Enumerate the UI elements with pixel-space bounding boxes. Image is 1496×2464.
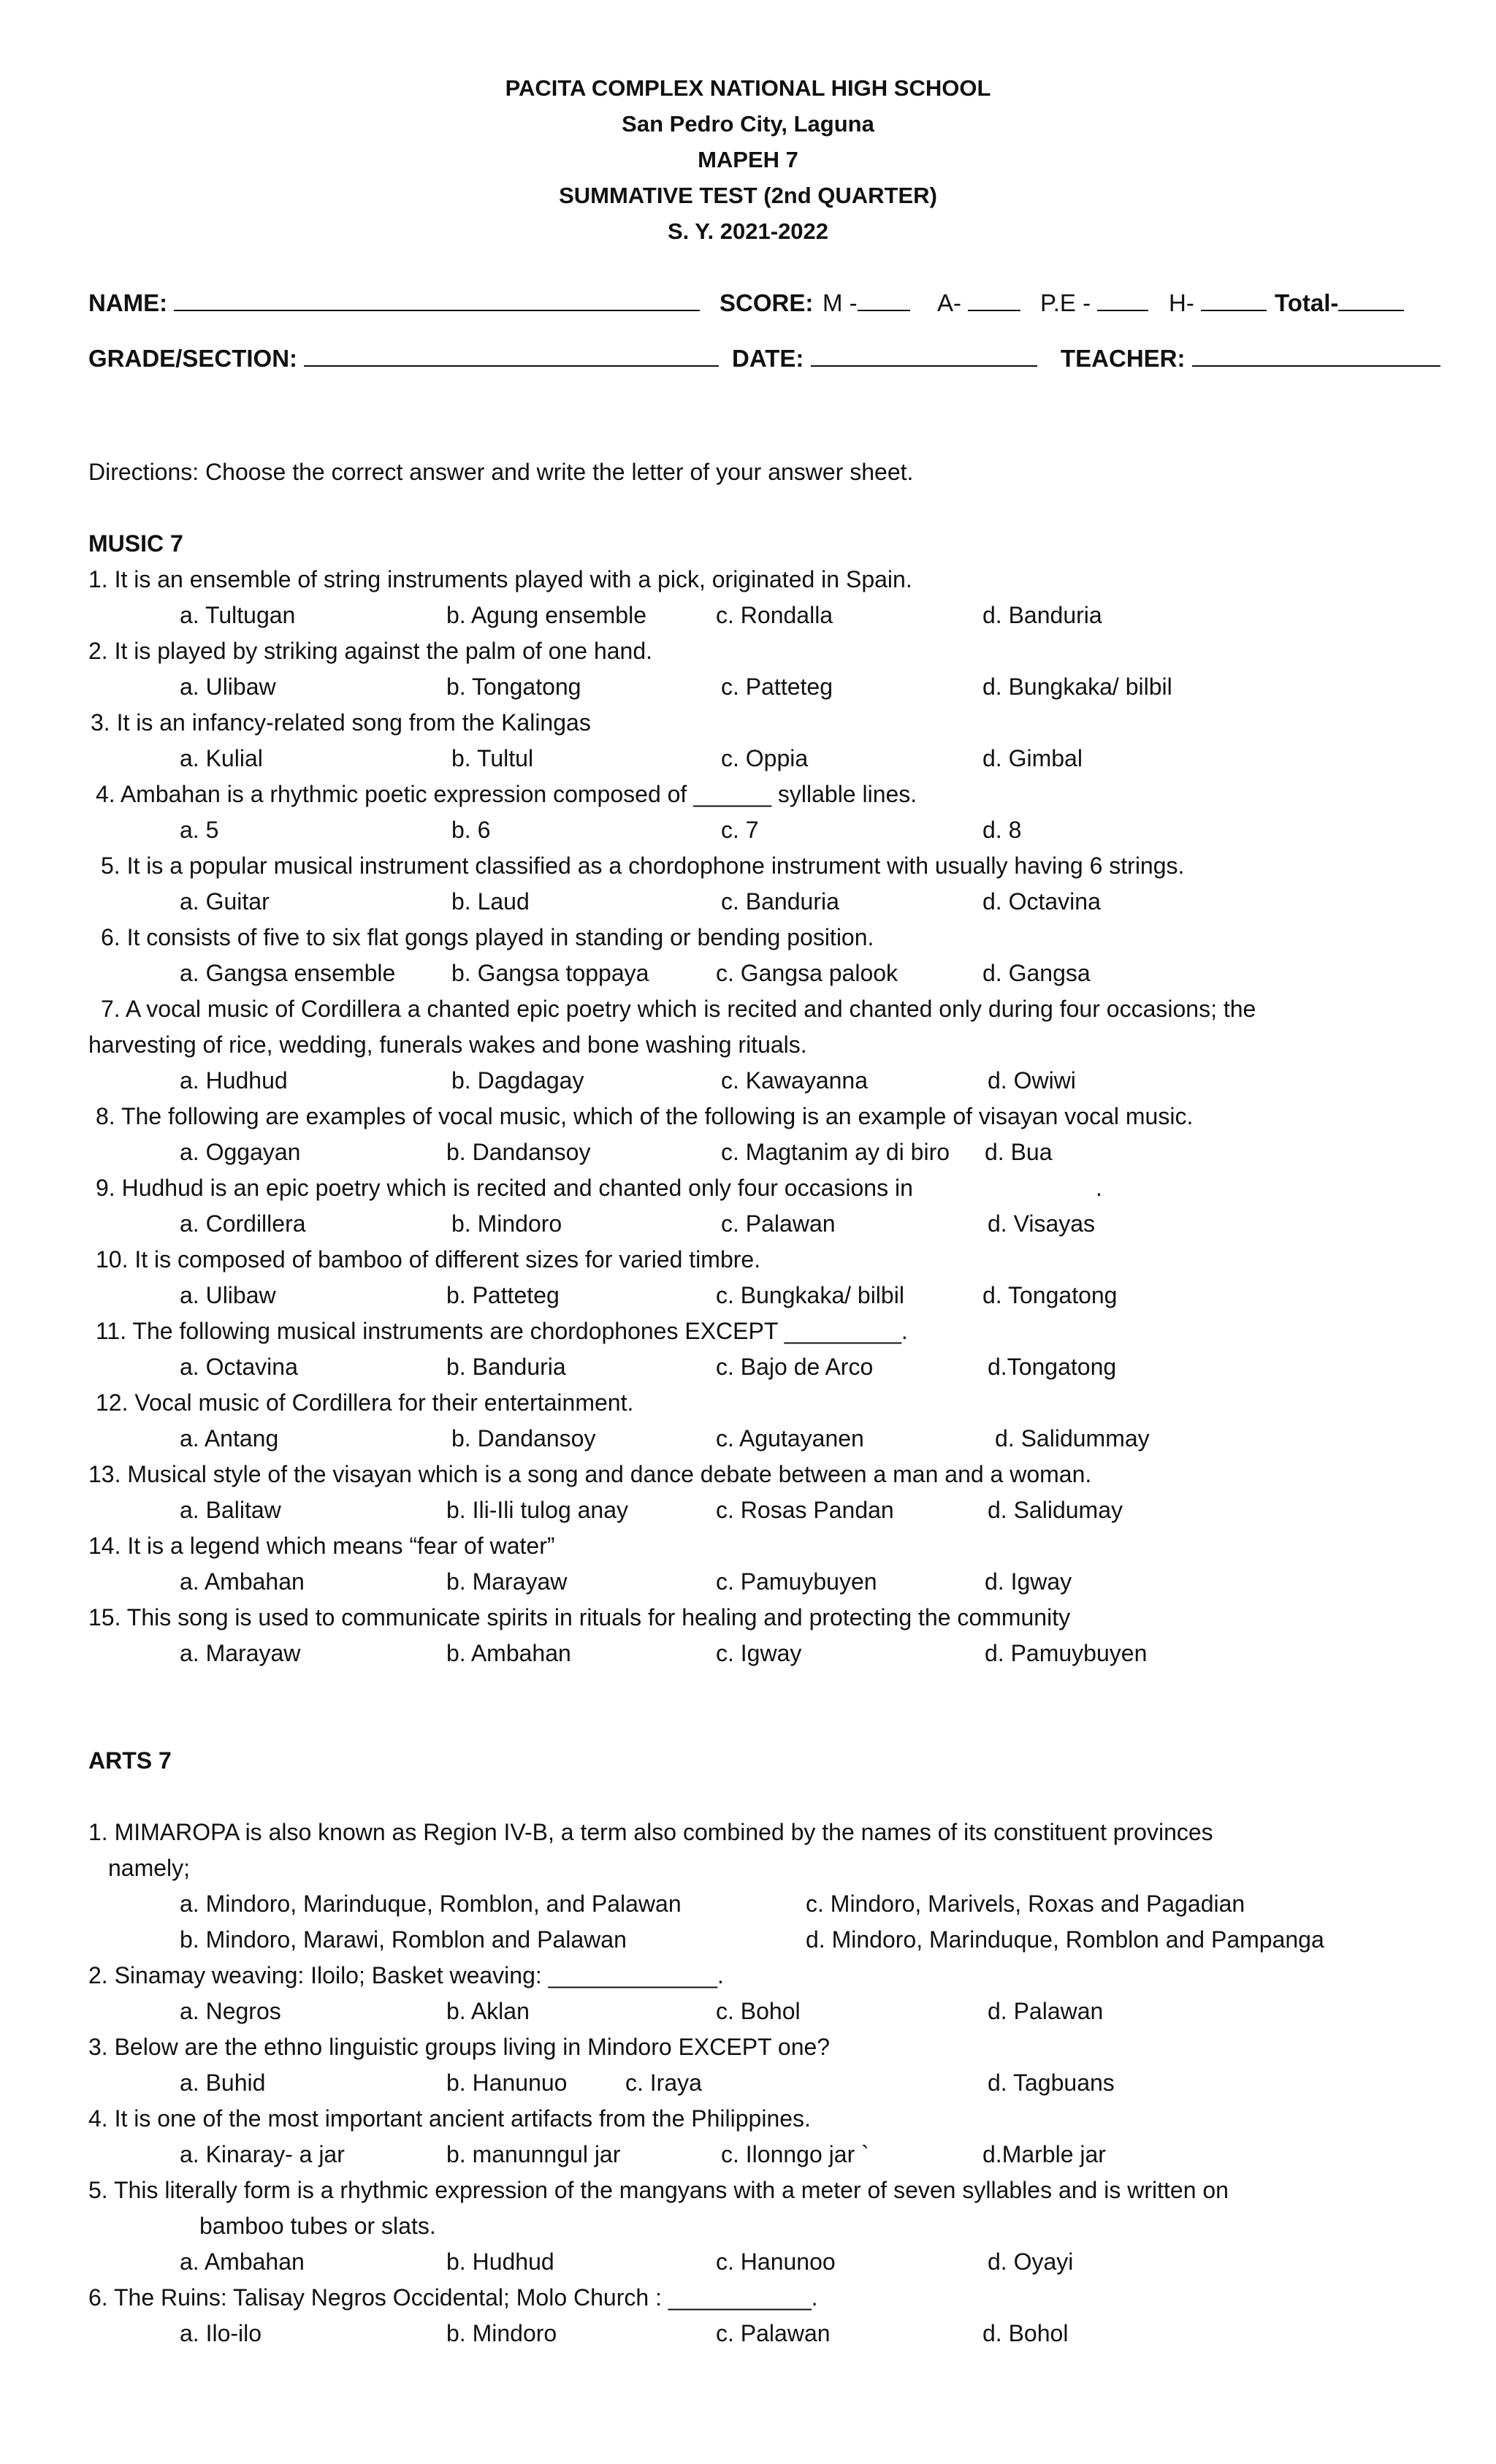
music-q8: 8. The following are examples of vocal music, which of the following is an example of visayan vocal music. (96, 1103, 1194, 1129)
grade-section-field[interactable] (88, 345, 719, 373)
music-q5-option-b: b. Laud (451, 888, 530, 915)
music-q5-option-c: c. Banduria (721, 888, 839, 915)
music-q15-option-b: b. Ambahan (446, 1640, 571, 1666)
date-field[interactable] (732, 345, 1037, 373)
a-label: A- (937, 289, 961, 316)
music-q4-option-a: a. 5 (180, 817, 219, 843)
arts-q4: 4. It is one of the most important ancient artifacts from the Philippines. (88, 2105, 811, 2132)
arts-q6: 6. The Ruins: Talisay Negros Occidental; Molo Church : ___________. (88, 2284, 818, 2311)
music-q11-option-a: a. Octavina (180, 1354, 298, 1380)
arts-q2-option-b: b. Aklan (446, 1998, 530, 2024)
music-q5-option-d: d. Octavina (982, 888, 1101, 915)
arts-section-title: ARTS 7 (88, 1747, 172, 1774)
music-q13-option-c: c. Rosas Pandan (716, 1497, 894, 1523)
music-q14-option-b: b. Marayaw (446, 1568, 568, 1595)
music-q15-option-c: c. Igway (716, 1640, 802, 1666)
music-q1-option-d: d. Banduria (982, 602, 1102, 628)
music-q6-option-a: a. Gangsa ensemble (180, 960, 396, 986)
music-q3-option-a: a. Kulial (180, 745, 263, 771)
arts-score-field[interactable] (937, 289, 1020, 317)
music-q7-option-c: c. Kawayanna (721, 1067, 869, 1094)
music-q5-option-a: a. Guitar (180, 888, 270, 915)
music-q12-option-a: a. Antang (180, 1425, 279, 1452)
music-q3-option-b: b. Tultul (451, 745, 534, 771)
arts-q5-option-a: a. Ambahan (180, 2249, 305, 2275)
music-q7-option-d: d. Owiwi (988, 1067, 1076, 1094)
arts-q1-option-c: c. Mindoro, Marivels, Roxas and Pagadian (806, 1891, 1245, 1917)
music-q7-option-a: a. Hudhud (180, 1067, 288, 1094)
arts-q4-option-a: a. Kinaray- a jar (180, 2141, 345, 2167)
music-q13-option-b: b. Ili-Ili tulog anay (446, 1497, 629, 1523)
music-q3-option-d: d. Gimbal (982, 745, 1083, 771)
music-q13-option-d: d. Salidumay (988, 1497, 1123, 1523)
music-q4-option-c: c. 7 (721, 817, 759, 843)
music-q11-option-b: b. Banduria (446, 1354, 566, 1380)
subject-title: MAPEH 7 (698, 147, 798, 172)
music-q10-option-b: b. Patteteg (446, 1282, 560, 1308)
music-q8-option-b: b. Dandansoy (446, 1139, 591, 1165)
music-q1-option-a: a. Tultugan (180, 602, 296, 628)
music-q1: 1. It is an ensemble of string instruments played with a pick, originated in Spain. (88, 566, 912, 592)
grade-blank[interactable] (304, 345, 719, 367)
music-q6-option-d: d. Gangsa (982, 960, 1091, 986)
music-q8-option-a: a. Oggayan (180, 1139, 301, 1165)
music-q1-option-c: c. Rondalla (716, 602, 833, 628)
music-q9-option-b: b. Mindoro (451, 1210, 562, 1237)
music-q2-option-c: c. Patteteg (721, 674, 833, 700)
music-q3: 3. It is an infancy-related song from the Kalingas (91, 709, 591, 736)
music-q3-option-c: c. Oppia (721, 745, 809, 771)
directions: Directions: Choose the correct answer and write the letter of your answer sheet. (88, 459, 914, 485)
music-q9-option-c: c. Palawan (721, 1210, 836, 1237)
arts-q5: 5. This literally form is a rhythmic expression of the mangyans with a meter of seven syllables and is written on (88, 2177, 1229, 2203)
music-q8-option-c: c. Magtanim ay di biro (721, 1139, 950, 1165)
music-q13: 13. Musical style of the visayan which is a song and dance debate between a man and a woman. (88, 1461, 1092, 1487)
music-q6-option-b: b. Gangsa toppaya (451, 960, 649, 986)
arts-q1-continued: namely; (108, 1855, 191, 1881)
arts-q3-option-a: a. Buhid (180, 2070, 266, 2096)
music-q1-option-b: b. Agung ensemble (446, 602, 646, 628)
pe-label: P.E - (1040, 289, 1091, 316)
music-q8-option-d: d. Bua (985, 1139, 1053, 1165)
total-score-field[interactable] (1275, 289, 1404, 317)
music-q6-option-c: c. Gangsa palook (716, 960, 898, 986)
arts-q6-option-c: c. Palawan (716, 2320, 831, 2346)
music-q2-option-a: a. Ulibaw (180, 674, 276, 700)
name-field[interactable] (88, 289, 700, 317)
h-label: H- (1169, 289, 1194, 316)
arts-q3-option-b: b. Hanunuo (446, 2070, 568, 2096)
music-q11-option-d: d.Tongatong (988, 1354, 1117, 1380)
music-q2-option-b: b. Tongatong (446, 674, 581, 700)
h-blank[interactable] (1201, 289, 1267, 311)
school-year: S. Y. 2021-2022 (667, 218, 829, 244)
music-q7-option-b: b. Dagdagay (451, 1067, 584, 1094)
music-q9-option-d: d. Visayas (988, 1210, 1096, 1237)
music-q2: 2. It is played by striking against the palm of one hand. (88, 638, 653, 664)
m-blank[interactable] (858, 289, 910, 311)
music-q15-option-a: a. Marayaw (180, 1640, 301, 1666)
music-q15: 15. This song is used to communicate spirits in rituals for healing and protecting the community (88, 1604, 1071, 1630)
music-q14-option-d: d. Igway (985, 1568, 1072, 1595)
music-q12-option-c: c. Agutayanen (716, 1425, 864, 1452)
school-city: San Pedro City, Laguna (622, 111, 874, 137)
total-label: Total- (1275, 289, 1339, 316)
music-q14-option-c: c. Pamuybuyen (716, 1568, 877, 1595)
music-q11: 11. The following musical instruments are chordophones EXCEPT _________. (96, 1318, 908, 1344)
health-score-field[interactable] (1169, 289, 1267, 317)
music-q7-continued: harvesting of rice, wedding, funerals wakes and bone washing rituals. (88, 1031, 807, 1058)
arts-q4-option-c: c. Ilonngo jar ` (721, 2141, 869, 2167)
music-q10-option-d: d. Tongatong (982, 1282, 1118, 1308)
arts-q4-option-b: b. manunngul jar (446, 2141, 621, 2167)
arts-q1-option-b: b. Mindoro, Marawi, Romblon and Palawan (180, 1926, 627, 1953)
music-q10-option-c: c. Bungkaka/ bilbil (716, 1282, 904, 1308)
arts-q3-option-d: d. Tagbuans (988, 2070, 1115, 2096)
music-q15-option-d: d. Pamuybuyen (985, 1640, 1148, 1666)
music-q12-option-d: d. Salidummay (995, 1425, 1150, 1452)
arts-q5-option-c: c. Hanunoo (716, 2249, 836, 2275)
arts-q5-option-d: d. Oyayi (988, 2249, 1074, 2275)
arts-q4-option-d: d.Marble jar (982, 2141, 1106, 2167)
arts-q3-option-c: c. Iraya (625, 2070, 702, 2096)
arts-q1-option-a: a. Mindoro, Marinduque, Romblon, and Palawan (180, 1891, 682, 1917)
arts-q6-option-b: b. Mindoro (446, 2320, 557, 2346)
arts-q6-option-a: a. Ilo-ilo (180, 2320, 262, 2346)
arts-q1-option-d: d. Mindoro, Marinduque, Romblon and Pampanga (806, 1926, 1324, 1953)
arts-q2-option-c: c. Bohol (716, 1998, 801, 2024)
music-score-field[interactable] (823, 289, 910, 317)
score-field (720, 289, 813, 317)
arts-q6-option-d: d. Bohol (982, 2320, 1069, 2346)
music-q4-option-b: b. 6 (451, 817, 491, 843)
school-name: PACITA COMPLEX NATIONAL HIGH SCHOOL (505, 75, 991, 101)
music-q7: 7. A vocal music of Cordillera a chanted epic poetry which is recited and chanted only during four occasions; the (101, 996, 1256, 1022)
teacher-field[interactable] (1061, 345, 1440, 373)
score-label: SCORE: (720, 289, 814, 316)
arts-q2-option-a: a. Negros (180, 1998, 281, 2024)
total-blank[interactable] (1338, 289, 1404, 311)
name-label: NAME: (88, 289, 168, 316)
test-title: SUMMATIVE TEST (2nd QUARTER) (559, 183, 937, 208)
music-q2-option-d: d. Bungkaka/ bilbil (982, 674, 1172, 700)
music-q4-option-d: d. 8 (982, 817, 1022, 843)
arts-q2-option-d: d. Palawan (988, 1998, 1104, 2024)
music-q9-option-a: a. Cordillera (180, 1210, 306, 1237)
music-section-title: MUSIC 7 (88, 530, 183, 557)
music-q12: 12. Vocal music of Cordillera for their entertainment. (96, 1389, 634, 1416)
music-q14: 14. It is a legend which means “fear of water” (88, 1533, 555, 1559)
pe-score-field[interactable] (1040, 289, 1148, 317)
a-blank[interactable] (968, 289, 1020, 311)
grade-label: GRADE/SECTION: (88, 345, 298, 372)
music-q10-option-a: a. Ulibaw (180, 1282, 276, 1308)
arts-q3: 3. Below are the ethno linguistic groups living in Mindoro EXCEPT one? (88, 2034, 831, 2060)
music-q13-option-a: a. Balitaw (180, 1497, 281, 1523)
arts-q5-option-b: b. Hudhud (446, 2249, 554, 2275)
date-label: DATE: (732, 345, 804, 372)
music-q12-option-b: b. Dandansoy (451, 1425, 596, 1452)
arts-q2: 2. Sinamay weaving: Iloilo; Basket weaving: _____________. (88, 1962, 724, 1988)
teacher-label: TEACHER: (1061, 345, 1186, 372)
music-q5: 5. It is a popular musical instrument classified as a chordophone instrument with usually having 6 strings. (101, 853, 1185, 879)
arts-q5-continued: bamboo tubes or slats. (199, 2213, 436, 2239)
music-q4: 4. Ambahan is a rhythmic poetic expression composed of ______ syllable lines. (96, 781, 917, 807)
music-q9: 9. Hudhud is an epic poetry which is recited and chanted only four occasions in (96, 1175, 913, 1201)
music-q9-blank: . (1096, 1175, 1102, 1201)
teacher-blank[interactable] (1192, 345, 1440, 367)
music-q11-option-c: c. Bajo de Arco (716, 1354, 874, 1380)
music-q10: 10. It is composed of bamboo of different sizes for varied timbre. (96, 1246, 761, 1273)
name-blank[interactable] (174, 289, 700, 311)
arts-q1: 1. MIMAROPA is also known as Region IV-B, a term also combined by the names of its constituent provinces (88, 1819, 1213, 1845)
music-q14-option-a: a. Ambahan (180, 1568, 305, 1595)
music-q6: 6. It consists of five to six flat gongs played in standing or bending position. (101, 924, 874, 950)
m-label: M - (823, 289, 858, 316)
date-blank[interactable] (811, 345, 1037, 367)
pe-blank[interactable] (1097, 289, 1148, 311)
